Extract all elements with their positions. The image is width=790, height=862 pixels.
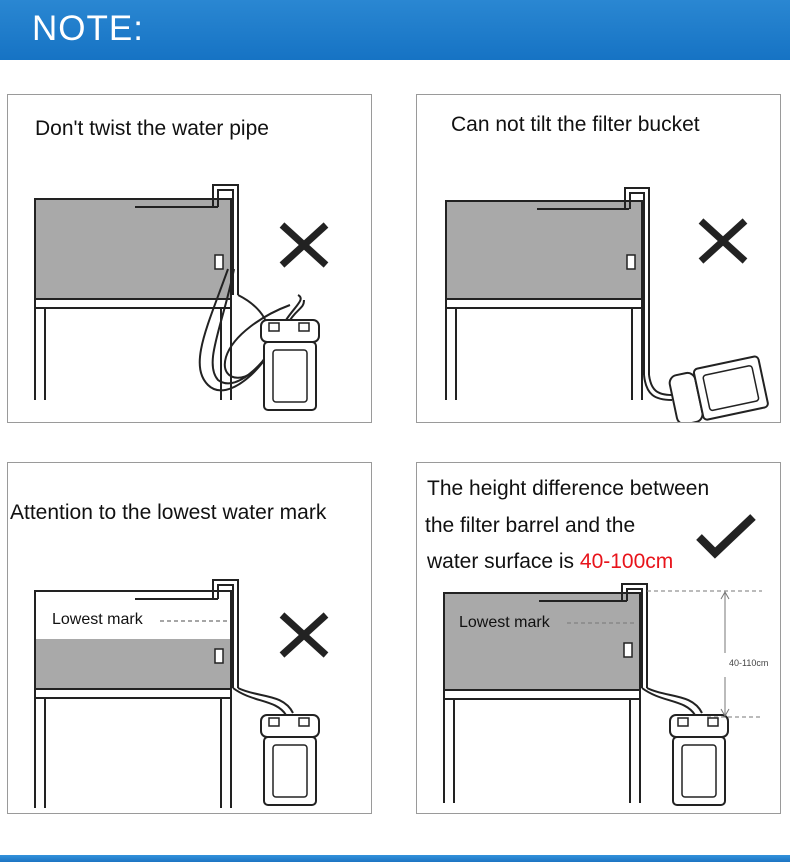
cross-icon bbox=[701, 221, 745, 261]
panel-title: Can not tilt the filter bucket bbox=[451, 113, 700, 136]
tank-water bbox=[444, 593, 640, 690]
panel-tilt-bucket bbox=[416, 94, 781, 423]
filter-canister-icon bbox=[668, 356, 769, 423]
panel-title: Attention to the lowest water mark bbox=[10, 501, 327, 524]
panel-title: Don't twist the water pipe bbox=[35, 117, 269, 140]
panel-title-line3 bbox=[427, 550, 673, 574]
tank-water bbox=[35, 199, 231, 299]
check-icon bbox=[699, 517, 753, 553]
page-title: NOTE: bbox=[32, 9, 144, 48]
height-range-highlight: 40-100cm bbox=[579, 550, 674, 573]
tank-water bbox=[36, 639, 230, 688]
title-text: water surface is bbox=[427, 550, 580, 573]
panel-height-difference bbox=[416, 462, 781, 814]
aquarium-diagram bbox=[417, 95, 781, 423]
filter-canister-icon bbox=[261, 715, 319, 805]
header-bar bbox=[0, 0, 790, 60]
panel-title-line1: The height difference between bbox=[427, 477, 710, 500]
lowest-mark-label: Lowest mark bbox=[459, 614, 550, 631]
cross-icon bbox=[282, 615, 326, 655]
filter-canister-icon bbox=[261, 320, 319, 410]
footer-bar bbox=[0, 855, 790, 862]
dimension-label: 40-110cm bbox=[729, 658, 769, 668]
tank-water bbox=[446, 201, 642, 299]
panel-lowest-mark bbox=[7, 462, 372, 814]
lowest-mark-label: Lowest mark bbox=[52, 611, 143, 628]
panel-twist-pipe bbox=[7, 94, 372, 423]
panel-title-line2: the filter barrel and the bbox=[425, 514, 636, 537]
filter-canister-icon bbox=[670, 715, 728, 805]
cross-icon bbox=[282, 225, 326, 265]
aquarium-diagram bbox=[8, 95, 372, 423]
aquarium-diagram bbox=[8, 463, 372, 814]
